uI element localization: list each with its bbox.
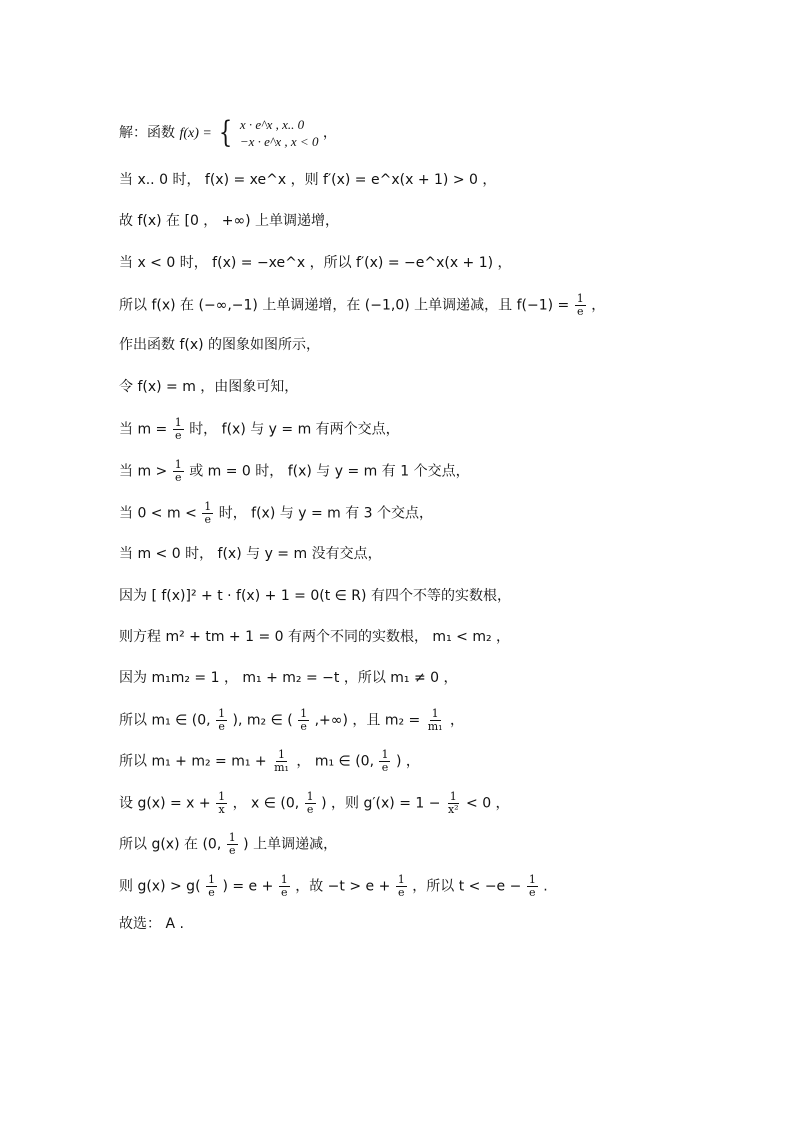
numerator: 1	[397, 873, 405, 886]
numerator: 1	[431, 707, 439, 720]
cases-brace: {	[219, 115, 233, 150]
line-text: ，	[591, 297, 606, 314]
denominator: e	[381, 761, 389, 774]
line-text: ) ，	[395, 753, 420, 770]
line-text: ,+∞) ，且 m₂ =	[314, 712, 421, 729]
solution-line-7	[119, 377, 298, 397]
line-text: ) ，则 g′(x) = 1 −	[321, 795, 441, 812]
fraction	[206, 874, 217, 899]
line-text: ，	[322, 125, 337, 141]
solution-line-8	[119, 417, 400, 442]
line-text: 当 x.. 0 时， f(x) = xe^x ，则 f′(x) = e^x(x + 1) > 0 ，	[119, 172, 497, 188]
denominator: e	[529, 886, 536, 899]
solution-line-13	[119, 627, 510, 647]
numerator: 1	[207, 873, 215, 886]
line-text: 令 f(x) = m ，由图象可知，	[119, 379, 299, 395]
denominator: m₁	[274, 761, 289, 774]
solution-line-2	[119, 170, 496, 190]
solution-line-14	[119, 668, 458, 688]
line-text: 当 m =	[119, 421, 168, 438]
line-text: 时， f(x) 与 y = m 有两个交点，	[189, 421, 400, 438]
solution-line-20	[119, 914, 184, 934]
answer-text: 故选： A .	[119, 916, 184, 932]
solution-line-18	[119, 832, 337, 857]
denominator: e	[300, 720, 307, 733]
numerator: 1	[576, 292, 584, 305]
line-text: ，	[450, 712, 464, 729]
numerator: 1	[204, 500, 212, 513]
denominator: e	[204, 513, 212, 526]
line-text: 所以 m₁ + m₂ = m₁ +	[119, 753, 267, 770]
line-text: 解：函数	[119, 125, 175, 141]
denominator: x²	[447, 803, 459, 816]
solution-line-17	[119, 791, 510, 816]
line-text: 当 x < 0 时， f(x) = −xe^x ，所以 f′(x) = −e^x(x + 1) ，	[119, 255, 512, 271]
fraction	[527, 874, 538, 899]
line-text: 当 m >	[119, 463, 168, 480]
function-name: f(x) =	[179, 126, 212, 141]
numerator: 1	[218, 707, 226, 720]
fraction	[216, 708, 227, 733]
line-text: ) = e +	[222, 878, 274, 895]
line-text: 所以 m₁ ∈ (0,	[119, 712, 211, 729]
solution-line-16	[119, 749, 420, 774]
fraction	[173, 417, 184, 442]
denominator: e	[398, 886, 405, 899]
line-text: 或 m = 0 时， f(x) 与 y = m 有 1 个交点，	[189, 463, 470, 480]
fraction	[379, 749, 390, 774]
denominator: m₁	[427, 720, 443, 733]
line-text: 当 0 < m <	[119, 505, 197, 522]
line-text: ，故 −t > e +	[295, 878, 391, 895]
fraction	[272, 749, 291, 774]
solution-line-15	[119, 708, 464, 733]
solution-line-5	[119, 293, 605, 318]
fraction	[227, 832, 238, 857]
fraction	[426, 708, 445, 733]
line-text: 因为 [ f(x)]² + t · f(x) + 1 = 0(t ∈ R) 有四个不等的实数根，	[119, 588, 511, 604]
solution-line-11	[119, 544, 382, 564]
denominator: e	[174, 429, 182, 442]
numerator: 1	[280, 873, 288, 886]
line-text: ) 上单调递减，	[243, 836, 338, 853]
numerator: 1	[300, 707, 308, 720]
denominator: e	[306, 803, 314, 816]
solution-line-9	[119, 459, 470, 484]
fraction	[279, 874, 290, 899]
line-text: 则方程 m² + tm + 1 = 0 有两个不同的实数根， m₁ < m₂ ，	[119, 629, 511, 645]
line-text: 设 g(x) = x +	[119, 795, 211, 812]
solution-line-4	[119, 253, 512, 273]
numerator: 1	[381, 748, 389, 761]
line-text: ), m₂ ∈ (	[232, 712, 293, 729]
line-text: 则 g(x) > g(	[119, 878, 201, 895]
denominator: e	[218, 720, 225, 733]
numerator: 1	[278, 748, 286, 761]
numerator: 1	[528, 873, 536, 886]
piecewise-cases	[240, 116, 319, 150]
numerator: 1	[218, 790, 226, 803]
line-text: 故 f(x) 在 [0 ， +∞) 上单调递增，	[119, 213, 340, 229]
line-text: 所以 f(x) 在 (−∞,−1) 上单调递增，在 (−1,0) 上单调递减，且 f(−1) =	[119, 297, 570, 314]
solution-line-3	[119, 211, 339, 231]
line-text: < 0 ，	[466, 795, 510, 812]
line-text: 时， f(x) 与 y = m 有 3 个交点，	[218, 505, 434, 522]
case-1: x · e^x , x.. 0	[239, 117, 305, 132]
fraction	[298, 708, 309, 733]
line-text: 作出函数 f(x) 的图象如图所示，	[119, 337, 321, 353]
fraction	[305, 791, 316, 816]
solution-line-12	[119, 586, 511, 606]
solution-line-6	[119, 335, 320, 355]
line-text: 当 m < 0 时， f(x) 与 y = m 没有交点，	[119, 546, 382, 562]
line-text: ，所以 t < −e −	[412, 878, 522, 895]
numerator: 1	[174, 416, 182, 429]
line-text: ， x ∈ (0,	[232, 795, 300, 812]
numerator: 1	[228, 831, 236, 844]
line-text: 所以 g(x) 在 (0,	[119, 836, 222, 853]
denominator: e	[228, 844, 236, 857]
fraction	[396, 874, 407, 899]
numerator: 1	[449, 790, 457, 803]
denominator: e	[576, 305, 584, 318]
solution-line-19	[119, 874, 548, 899]
line-text: .	[543, 878, 548, 895]
solution-line-1	[119, 116, 337, 150]
denominator: e	[174, 471, 182, 484]
denominator: e	[208, 886, 215, 899]
fraction	[216, 791, 227, 816]
line-text: 因为 m₁m₂ = 1 ， m₁ + m₂ = −t ，所以 m₁ ≠ 0 ，	[119, 670, 458, 686]
numerator: 1	[306, 790, 314, 803]
numerator: 1	[174, 458, 182, 471]
denominator: e	[281, 886, 288, 899]
fraction	[575, 293, 586, 318]
fraction	[202, 501, 213, 526]
fraction	[173, 459, 184, 484]
line-text: ， m₁ ∈ (0,	[296, 753, 375, 770]
fraction	[446, 791, 461, 816]
case-2: −x · e^x , x < 0	[239, 134, 319, 149]
denominator: x	[218, 803, 225, 816]
solution-line-10	[119, 501, 433, 526]
